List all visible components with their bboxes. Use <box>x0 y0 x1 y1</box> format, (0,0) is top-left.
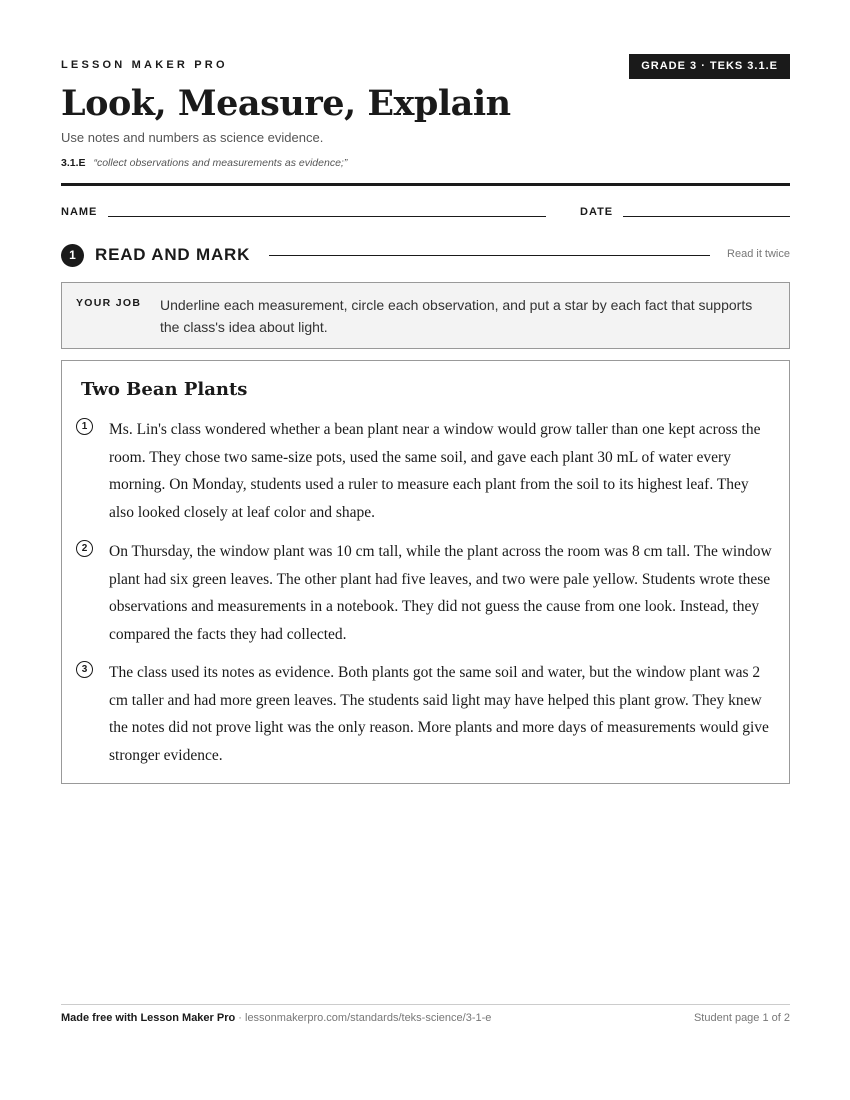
paragraph-number: 3 <box>76 661 93 678</box>
instructions-text: Underline each measurement, circle each observation, and put a star by each fact that supports the class's idea about light. <box>160 297 753 335</box>
paragraph-number: 2 <box>76 540 93 557</box>
paragraph-text: The class used its notes as evidence. Both plants got the same soil and water, but the window plant was 2 cm taller and had more green leaves. The students said light may have helped this plant grow. They knew the notes did not prove light was the only reason. More plants and more days of measurements would give stronger evidence. <box>109 664 769 764</box>
brand-name: LESSON MAKER PRO <box>61 59 228 71</box>
standard-text: “collect observations and measurements as evidence;” <box>93 157 348 169</box>
date-field[interactable] <box>623 216 790 217</box>
section-hint: Read it twice <box>727 248 790 260</box>
name-date-row <box>61 204 790 224</box>
footer-made-label: Made free with Lesson Maker Pro <box>61 1012 236 1024</box>
page-title: Look, Measure, Explain <box>61 83 511 124</box>
footer-credit <box>61 1012 491 1024</box>
instructions-label: YOUR JOB <box>76 297 142 309</box>
section-rule <box>269 255 710 256</box>
section-title: READ AND MARK <box>95 245 251 264</box>
paragraph-number: 1 <box>76 418 93 435</box>
name-label: NAME <box>61 206 98 218</box>
standard-line <box>61 157 347 169</box>
standard-code: 3.1.E <box>61 157 86 169</box>
footer-divider <box>61 1004 790 1005</box>
reading-passage <box>61 360 790 784</box>
paragraph-text: On Thursday, the window plant was 10 cm tall, while the plant across the room was 8 cm tall. The window plant had six green leaves. The other plant had five leaves, and two were pale yellow. Students wrote these observations and measurements in a notebook. They did not guess the cause from one look. Instead, they compared the facts they had collected. <box>109 543 772 643</box>
paragraph-text: Ms. Lin's class wondered whether a bean plant near a window would grow taller than one kept across the room. They chose two same-size pots, used the same soil, and gave each plant 30 mL of water every morning. On Monday, students used a ruler to measure each plant from the soil to its highest leaf. They also looked closely at leaf color and shape. <box>109 421 761 521</box>
page-subtitle: Use notes and numbers as science evidence. <box>61 130 324 145</box>
grade-badge: GRADE 3 · TEKS 3.1.E <box>629 54 790 79</box>
instructions-box <box>61 282 790 349</box>
date-label: DATE <box>580 206 614 218</box>
page-footer <box>61 1012 790 1028</box>
passage-title: Two Bean Plants <box>81 379 248 400</box>
section-header <box>61 242 790 268</box>
section-number-badge: 1 <box>61 244 84 267</box>
top-bar <box>61 54 790 80</box>
footer-url[interactable]: · lessonmakerpro.com/standards/teks-science/3-1-e <box>235 1012 492 1024</box>
footer-page-number: Student page 1 of 2 <box>693 1012 790 1024</box>
name-field[interactable] <box>108 216 546 217</box>
header-divider <box>61 183 790 186</box>
worksheet-page <box>61 0 790 1100</box>
